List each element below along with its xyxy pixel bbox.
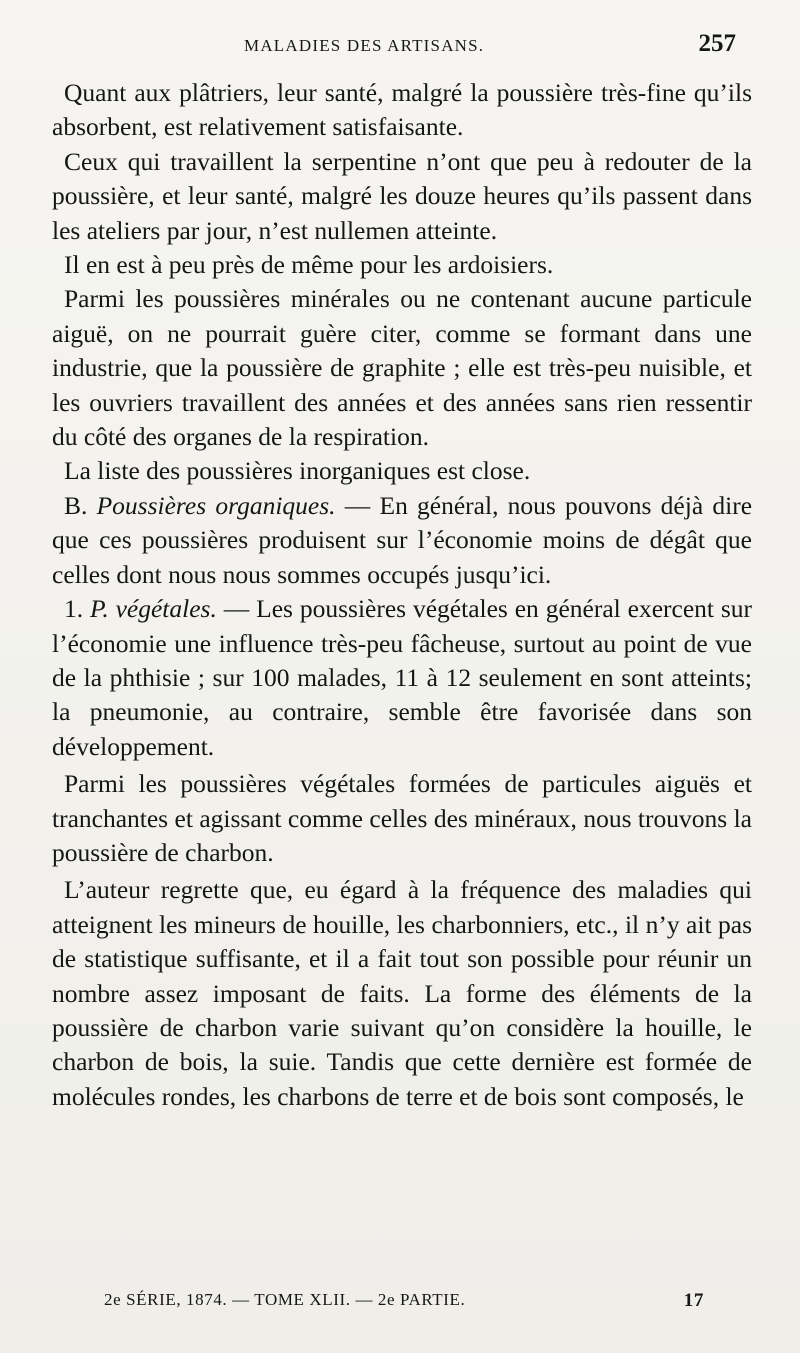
paragraph-auteur: L’auteur regrette que, eu égard à la fréquence des maladies qui atteignent les mineurs de houille, les charbonniers, etc., il n’y ait pas de statistique suffisante, et il a fait tout son possible pour réunir un nombre assez imposant de faits. La forme des éléments de la poussière de charbon varie suivant qu’on considère la houille, le charbon de bois, la suie. Tandis que cette dernière est formée de molécules rondes, les charbons de terre et de bois sont composés, le	[52, 875, 752, 1111]
signature-mark: 17	[683, 1290, 704, 1311]
paragraph-charbon: Parmi les poussières végétales formées de particules aiguës et tranchantes et agissant comme celles des minéraux, nous trouvons la poussière de charbon.	[52, 769, 752, 867]
section-text: — En général, nous pouvons déjà dire que ces poussières produisent sur l’économie moins de dégât que celles dont nous nous sommes occupés jusqu’ici.	[52, 490, 753, 589]
subsection-heading: P. végétales.	[90, 594, 217, 624]
paragraph-liste-close: La liste des poussières inorganiques est close.	[64, 456, 531, 486]
paragraph-serpentine: Ceux qui travaillent la serpentine n’ont que peu à redouter de la poussière, et leur santé, malgré les douze heures qu’ils passent dans les ateliers par jour, n’est nullemen atteinte.	[52, 146, 752, 245]
paragraph-ardoisiers: Il en est à peu près de même pour les ardoisiers.	[64, 250, 554, 280]
running-title: MALADIES DES ARTISANS.	[244, 36, 485, 55]
body-text	[52, 76, 752, 1114]
subsection-text: — Les poussières végétales en général exercent sur l’économie une influence très-peu fâcheuse, surtout au point de vue de la phthisie ; sur 100 malades, 11 à 12 seulement en sont atteints; la pneumonie, au contraire, semble être favorisée dans son développement.	[52, 594, 753, 761]
page-number: 257	[698, 30, 736, 57]
section-heading: Poussières organiques.	[96, 490, 336, 520]
section-letter: B.	[64, 490, 88, 520]
subsection-number: 1.	[64, 594, 84, 624]
running-head	[48, 30, 736, 66]
paragraph-graphite: Parmi les poussières minérales ou ne contenant aucune particule aiguë, on ne pourrait guère citer, comme se formant dans une industrie, que la poussière de graphite ; elle est très-peu nuisible, et les ouvriers travaillent des années et des années sans rien ressentir du côté des organes de la respiration.	[52, 284, 752, 452]
series-line: 2e SÉRIE, 1874. — TOME XLII. — 2e PARTIE.	[104, 1290, 466, 1309]
paragraph-platriers: Quant aux plâtriers, leur santé, malgré la poussière très-fine qu’ils absorbent, est relativement satisfaisante.	[52, 78, 752, 142]
paragraph-vegetales	[52, 592, 752, 764]
page-footer	[104, 1290, 704, 1310]
paragraph-poussieres-organiques	[52, 489, 752, 592]
